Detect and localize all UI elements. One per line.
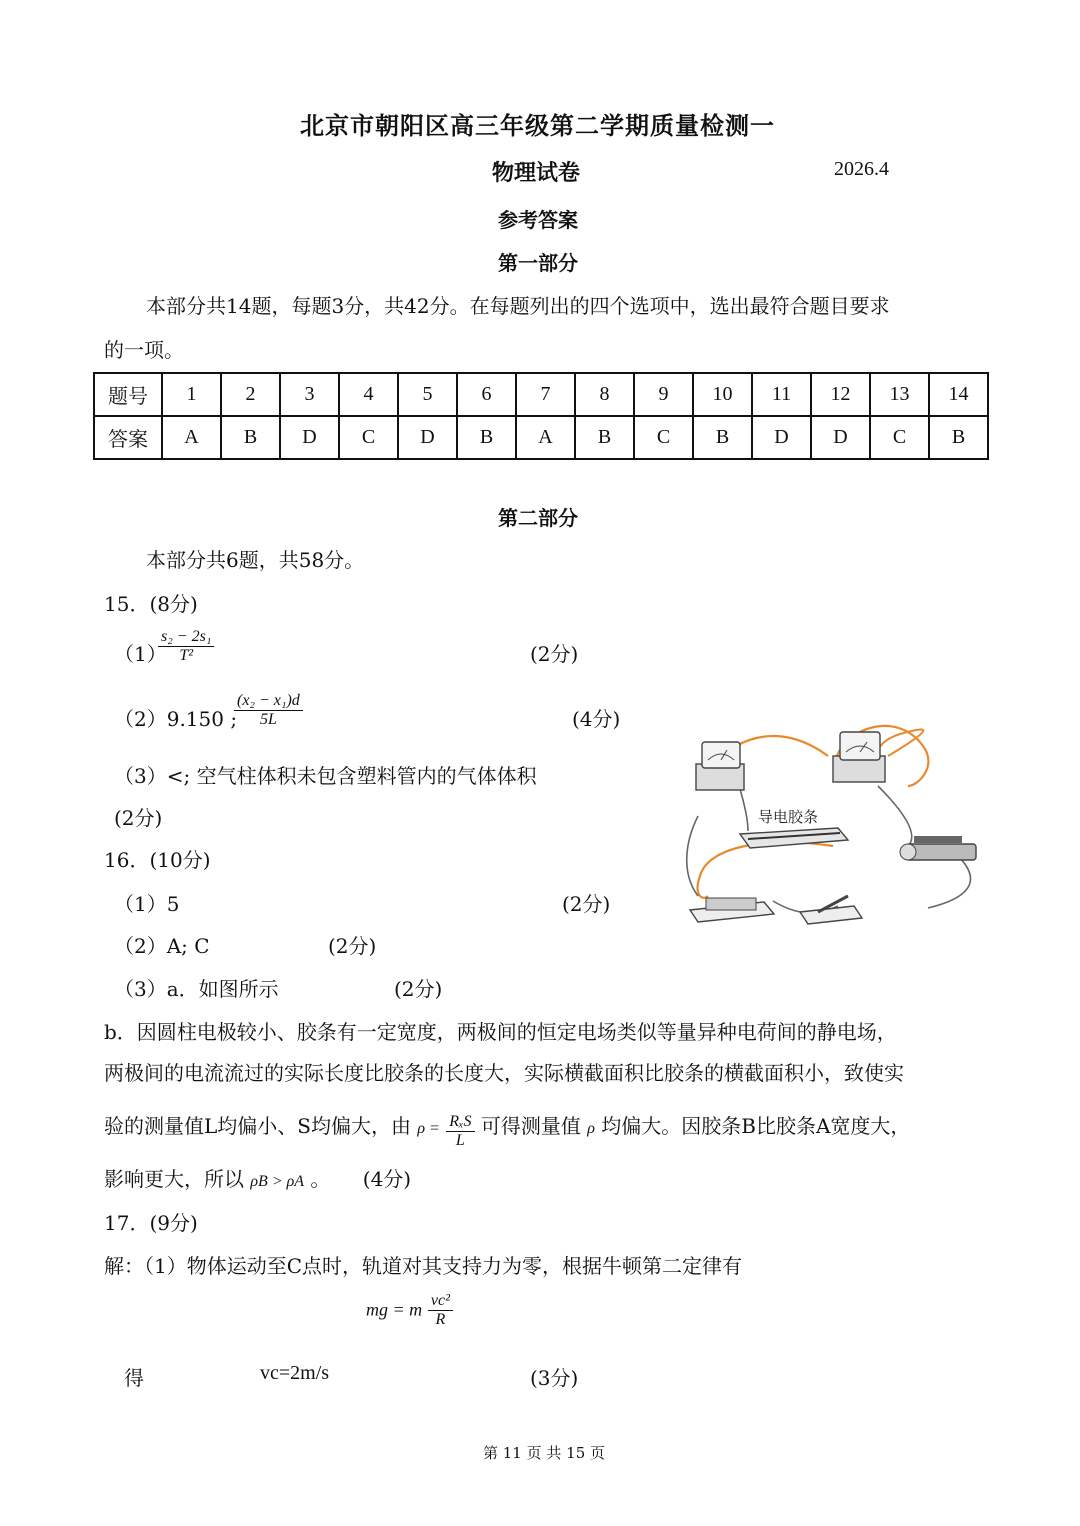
part1-intro-line1: 本部分共14题，每题3分，共42分。在每题列出的四个选项中，选出最符合题目要求 (146, 294, 890, 318)
q17-solution-intro: 解：（1）物体运动至C点时，轨道对其支持力为零，根据牛顿第二定律有 (104, 1254, 743, 1278)
question-number: 12 (811, 373, 870, 416)
milliammeter-icon (833, 732, 885, 782)
fraction-numerator: RₓS (446, 1113, 474, 1132)
q15-part3-text: （3）<; 空气柱体积未包含塑料管内的气体体积 (114, 764, 537, 788)
question-number: 6 (457, 373, 516, 416)
question-number: 8 (575, 373, 634, 416)
answer-cell: A (516, 416, 575, 459)
part1-heading: 第一部分 (498, 251, 578, 275)
q16-b-line3-b: 可得测量值 (480, 1114, 581, 1138)
row-label-question: 题号 (94, 373, 162, 416)
rho-formula-fraction (446, 1113, 474, 1149)
q17-result-label: 得 (124, 1366, 144, 1390)
page-title: 北京市朝阳区高三年级第二学期质量检测一 (300, 111, 775, 140)
q16-b-line4 (104, 1163, 411, 1192)
answer-cell: D (752, 416, 811, 459)
equation-fraction (428, 1292, 453, 1328)
q15-heading: 15．(8分) (104, 592, 198, 616)
q17-heading: 17．(9分) (104, 1211, 198, 1235)
q16-b-line1: b．因圆柱电极较小、胶条有一定宽度，两极间的恒定电场类似等量异种电荷间的静电场， (104, 1020, 897, 1044)
fraction-denominator: L (455, 1132, 465, 1149)
part2-heading: 第二部分 (498, 506, 578, 530)
q15-part3-score: (2分) (114, 806, 163, 830)
rho-inequality: ρB > ρA (250, 1173, 305, 1190)
question-number: 11 (752, 373, 811, 416)
answer-row (94, 416, 988, 459)
question-number: 3 (280, 373, 339, 416)
switch-icon (800, 896, 862, 924)
answer-cell: D (280, 416, 339, 459)
q16-b-line3 (104, 1110, 910, 1150)
part2-intro: 本部分共6题，共58分。 (146, 548, 365, 572)
q16-part3-score: (2分) (394, 977, 443, 1001)
answer-cell: B (693, 416, 752, 459)
fraction-numerator: vc² (428, 1292, 453, 1311)
circuit-figure (678, 716, 988, 936)
q16-b-line3-c: 均偏大。因胶条B比胶条A宽度大， (601, 1114, 911, 1138)
q16-b-line4-b: 。 (310, 1167, 331, 1191)
question-number-row (94, 373, 988, 416)
question-number: 2 (221, 373, 280, 416)
fraction-denominator: T² (179, 646, 194, 664)
question-number: 9 (634, 373, 693, 416)
question-number: 13 (870, 373, 929, 416)
fraction-denominator: 5L (259, 710, 277, 728)
battery-icon (690, 898, 774, 922)
q16-part1-score: (2分) (562, 892, 611, 916)
strip-label: 导电胶条 (758, 808, 819, 826)
q16-part3-text: （3）a．如图所示 (114, 977, 279, 1001)
q16-part2-text: （2）A; C (114, 934, 210, 958)
voltmeter-icon (696, 742, 744, 790)
answer-cell: D (398, 416, 457, 459)
answer-cell: A (162, 416, 221, 459)
answer-table (93, 372, 989, 460)
q16-b-line4-a: 影响更大，所以 (104, 1167, 244, 1191)
q15-part2-label: （2）9.150 ; (114, 707, 238, 731)
q15-part2-fraction (234, 692, 303, 728)
q15-part1-score: (2分) (530, 642, 579, 666)
answer-cell: C (339, 416, 398, 459)
q16-part2-score: (2分) (328, 934, 377, 958)
answer-cell: B (575, 416, 634, 459)
rho-symbol: ρ (587, 1120, 595, 1137)
question-number: 7 (516, 373, 575, 416)
answer-key-title: 参考答案 (498, 208, 578, 232)
page-footer: 第 11 页 共 15 页 (483, 1444, 606, 1462)
question-number: 14 (929, 373, 988, 416)
question-number: 10 (693, 373, 752, 416)
question-number: 4 (339, 373, 398, 416)
exam-date: 2026.4 (834, 158, 889, 180)
q16-b-line2: 两极间的电流流过的实际长度比胶条的长度大，实际横截面积比胶条的横截面积小，致使实 (104, 1061, 904, 1085)
q16-part1-text: （1）5 (114, 892, 180, 916)
question-number: 5 (398, 373, 457, 416)
part1-intro-line2: 的一项。 (104, 338, 184, 362)
answer-cell: C (870, 416, 929, 459)
q17-result-score: (3分) (530, 1366, 579, 1390)
q16-heading: 16．(10分) (104, 848, 211, 872)
answer-cell: D (811, 416, 870, 459)
answer-cell: B (929, 416, 988, 459)
row-label-answer: 答案 (94, 416, 162, 459)
fraction-numerator: (x₂ − x₁)d (234, 692, 303, 711)
q15-part2-score: (4分) (572, 707, 621, 731)
q16-b-score: (4分) (362, 1167, 412, 1191)
q16-b-line3-a: 验的测量值L均偏小、S均偏大，由 (104, 1114, 411, 1138)
q15-part1-fraction (158, 628, 214, 664)
q17-result: vc=2m/s (260, 1362, 330, 1384)
q17-equation (366, 1292, 453, 1328)
subject-title: 物理试卷 (492, 160, 581, 186)
question-number: 1 (162, 373, 221, 416)
answer-cell: B (221, 416, 280, 459)
answer-cell: C (634, 416, 693, 459)
answer-cell: B (457, 416, 516, 459)
fraction-numerator: s₂ − 2s₁ (158, 628, 214, 647)
q15-part1-label: （1） (114, 642, 167, 666)
fraction-denominator: R (435, 1310, 446, 1328)
equation-lhs: mg = m (366, 1299, 423, 1320)
rho-formula-lhs: ρ = (417, 1120, 440, 1137)
